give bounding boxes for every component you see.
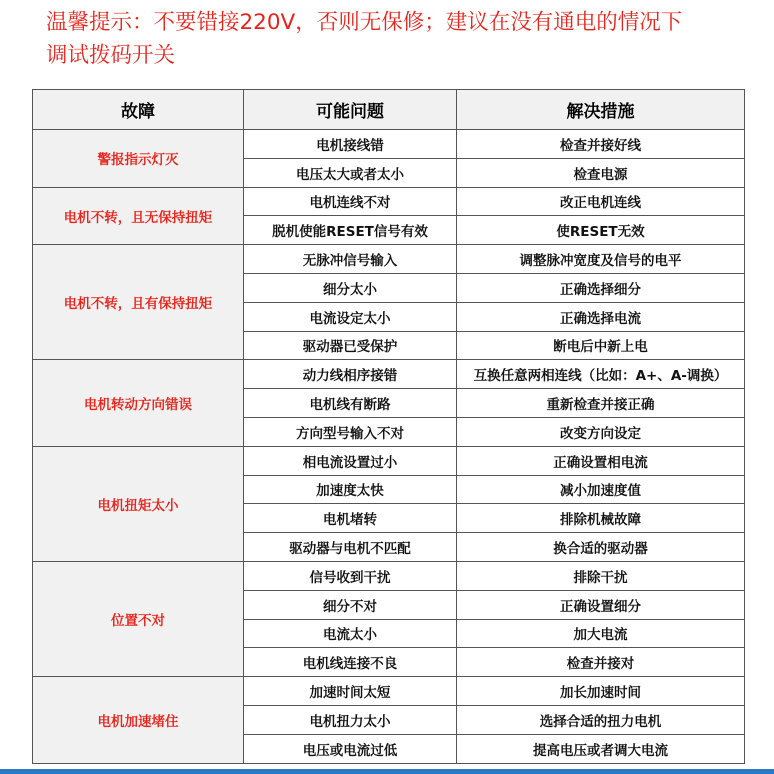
fault-cell: 电机不转，且无保持扭矩 [33, 187, 244, 245]
cause-cell: 电压或电流过低 [244, 734, 457, 763]
fault-cell: 电机加速堵住 [33, 677, 244, 763]
solution-cell: 正确选择电流 [457, 302, 745, 331]
cause-cell: 加速度太快 [244, 475, 457, 504]
fault-cell: 位置不对 [33, 561, 244, 676]
solution-cell: 加大电流 [457, 619, 745, 648]
solution-cell: 改正电机连线 [457, 187, 745, 216]
solution-cell: 减小加速度值 [457, 475, 745, 504]
cause-cell: 动力线相序接错 [244, 360, 457, 389]
solution-cell: 换合适的驱动器 [457, 533, 745, 562]
cause-cell: 驱动器与电机不匹配 [244, 533, 457, 562]
solution-cell: 断电后中新上电 [457, 331, 745, 360]
solution-cell: 改变方向设定 [457, 417, 745, 446]
solution-cell: 检查并接好线 [457, 130, 745, 159]
table-row [33, 446, 745, 475]
fault-cell: 电机转动方向错误 [33, 360, 244, 446]
cause-cell: 加速时间太短 [244, 677, 457, 706]
solution-cell: 提高电压或者调大电流 [457, 734, 745, 763]
solution-cell: 互换任意两相连线（比如：A+、A-调换） [457, 360, 745, 389]
solution-cell: 重新检查并接正确 [457, 389, 745, 418]
solution-cell: 排除机械故障 [457, 504, 745, 533]
cause-cell: 方向型号输入不对 [244, 417, 457, 446]
solution-cell: 使RESET无效 [457, 216, 745, 245]
solution-cell: 检查并接对 [457, 648, 745, 677]
cause-cell: 电机连线不对 [244, 187, 457, 216]
table-row [33, 561, 745, 590]
cause-cell: 信号收到干扰 [244, 561, 457, 590]
header-solution: 解决措施 [457, 90, 745, 130]
header-possible-cause: 可能问题 [244, 90, 457, 130]
solution-cell: 排除干扰 [457, 561, 745, 590]
cause-cell: 电机线有断路 [244, 389, 457, 418]
troubleshooting-table [32, 89, 745, 764]
table-row [33, 360, 745, 389]
solution-cell: 选择合适的扭力电机 [457, 705, 745, 734]
fault-cell: 警报指示灯灭 [33, 130, 244, 188]
cause-cell: 电流太小 [244, 619, 457, 648]
solution-cell: 正确选择细分 [457, 273, 745, 302]
cause-cell: 无脉冲信号输入 [244, 245, 457, 274]
solution-cell: 检查电源 [457, 158, 745, 187]
cause-cell: 相电流设置过小 [244, 446, 457, 475]
solution-cell: 调整脉冲宽度及信号的电平 [457, 245, 745, 274]
cause-cell: 细分太小 [244, 273, 457, 302]
cause-cell: 电机接线错 [244, 130, 457, 159]
bottom-divider [0, 769, 774, 774]
solution-cell: 加长加速时间 [457, 677, 745, 706]
cause-cell: 驱动器已受保护 [244, 331, 457, 360]
table-row [33, 187, 745, 216]
cause-cell: 电机堵转 [244, 504, 457, 533]
table-header-row [33, 90, 745, 130]
cause-cell: 脱机使能RESET信号有效 [244, 216, 457, 245]
cause-cell: 细分不对 [244, 590, 457, 619]
warning-notice [46, 6, 746, 72]
notice-line-2: 调试拨码开关 [46, 43, 176, 68]
cause-cell: 电压太大或者太小 [244, 158, 457, 187]
header-fault: 故障 [33, 90, 244, 130]
fault-cell: 电机不转，且有保持扭矩 [33, 245, 244, 360]
cause-cell: 电流设定太小 [244, 302, 457, 331]
table-row [33, 245, 745, 274]
solution-cell: 正确设置细分 [457, 590, 745, 619]
cause-cell: 电机线连接不良 [244, 648, 457, 677]
table-row [33, 677, 745, 706]
fault-cell: 电机扭矩太小 [33, 446, 244, 561]
solution-cell: 正确设置相电流 [457, 446, 745, 475]
table-row [33, 130, 745, 159]
notice-line-1: 温馨提示：不要错接220V，否则无保修；建议在没有通电的情况下 [46, 10, 683, 35]
cause-cell: 电机扭力太小 [244, 705, 457, 734]
